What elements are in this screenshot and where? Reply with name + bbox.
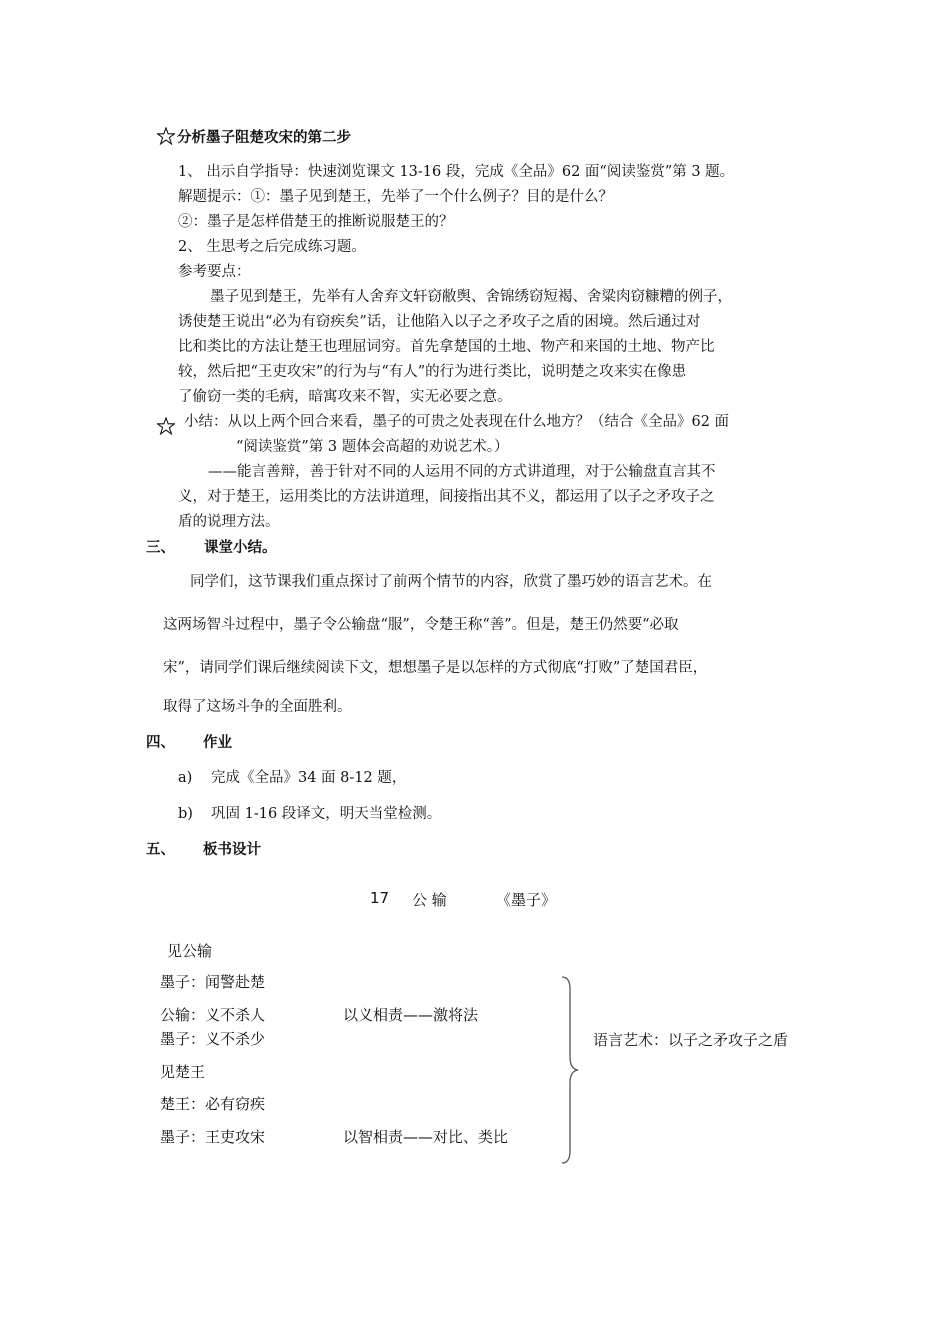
section-title: 板书设计 [203, 841, 261, 858]
reference-text: 较，然后把“王吏攻宋”的行为与“有人”的行为进行类比，说明楚之攻来实在像患 [178, 364, 687, 380]
star-icon [157, 417, 175, 435]
summary-answer: ——能言善辩，善于针对不同的人运用不同的方式讲道理，对于公输盘直言其不 [208, 464, 716, 480]
board-line: 墨子：义不杀少 [160, 1030, 266, 1048]
section-number: 四、 [146, 734, 175, 751]
summary-text: 取得了这场斗争的全面胜利。 [163, 699, 352, 715]
curly-brace [558, 975, 580, 1165]
board-line: 公输：义不杀人 [160, 1006, 266, 1024]
board-book-title: 《墨子》 [496, 891, 557, 909]
summary-text: 同学们，这节课我们重点探讨了前两个情节的内容，欣赏了墨巧妙的语言艺术。在 [190, 574, 712, 590]
section-number: 三、 [146, 539, 175, 556]
star-icon [157, 127, 175, 145]
section-title: 课堂小结。 [204, 539, 277, 556]
summary-text: 这两场智斗过程中，墨子令公输盘“服”，令楚王称“善”。但是，楚王仍然要“必取 [163, 617, 679, 633]
section-heading: 分析墨子阻楚攻宋的第二步 [177, 129, 351, 146]
reference-label: 参考要点： [178, 264, 251, 280]
list-marker: a) [178, 770, 193, 786]
board-note: 以智相责——对比、类比 [343, 1128, 509, 1146]
section-title: 作业 [203, 734, 232, 751]
board-lesson-number: 17 [370, 889, 390, 907]
reference-text: 墨子见到楚王，先举有人舍弃文轩窃敝舆、舍锦绣窃短褐、舍粱肉窃糠糟的例子， [210, 289, 732, 305]
board-line: 见公输 [167, 942, 213, 960]
board-line: 见楚王 [160, 1063, 206, 1081]
homework-item: 巩固 1-16 段译文，明天当堂检测。 [211, 806, 442, 822]
board-line: 墨子：王吏攻宋 [160, 1128, 266, 1146]
section-number: 五、 [146, 841, 175, 858]
summary-text: 宋”，请同学们课后继续阅读下文，想想墨子是以怎样的方式彻底“打败”了楚国君臣， [163, 660, 708, 676]
list-marker: b) [178, 806, 193, 822]
homework-item: 完成《全品》34 面 8-12 题， [211, 770, 407, 786]
hint-line-2: ②：墨子是怎样借楚王的推断说服楚王的？ [178, 214, 454, 230]
summary-answer: 盾的说理方法。 [178, 514, 280, 530]
summary-answer: 义，对于楚王，运用类比的方法讲道理，间接指出其不义，都运用了以子之矛攻子之 [178, 489, 715, 505]
hint-line-1: 解题提示：①：墨子见到楚王，先举了一个什么例子？目的是什么？ [178, 189, 613, 205]
board-line: 楚王：必有窃疾 [160, 1095, 266, 1113]
summary-question: 小结：从以上两个回合来看，墨子的可贵之处表现在什么地方？（结合《全品》62 面 [184, 414, 730, 430]
board-line: 墨子：闻警赴楚 [160, 973, 266, 991]
board-note: 以义相责——激将法 [343, 1006, 479, 1024]
reference-text: 比和类比的方法让楚王也理屈词穷。首先拿楚国的土地、物产和来国的土地、物产比 [178, 339, 715, 355]
reference-text: 了偷窃一类的毛病，暗寓攻来不智，实无必要之意。 [178, 389, 512, 405]
summary-question: “阅读鉴赏”第 3 题体会高超的劝说艺术。） [236, 439, 509, 455]
instruction-line: 1、 出示自学指导：快速浏览课文 13-16 段，完成《全品》62 面“阅读鉴赏”第 3 题。 [178, 164, 735, 180]
board-conclusion: 语言艺术：以子之矛攻子之盾 [593, 1031, 789, 1049]
instruction-line-2: 2、 生思考之后完成练习题。 [178, 239, 366, 255]
reference-text: 诱使楚王说出“必为有窃疾矣”话，让他陷入以子之矛攻子之盾的困境。然后通过对 [178, 314, 701, 330]
board-lesson-title: 公 输 [412, 891, 447, 909]
